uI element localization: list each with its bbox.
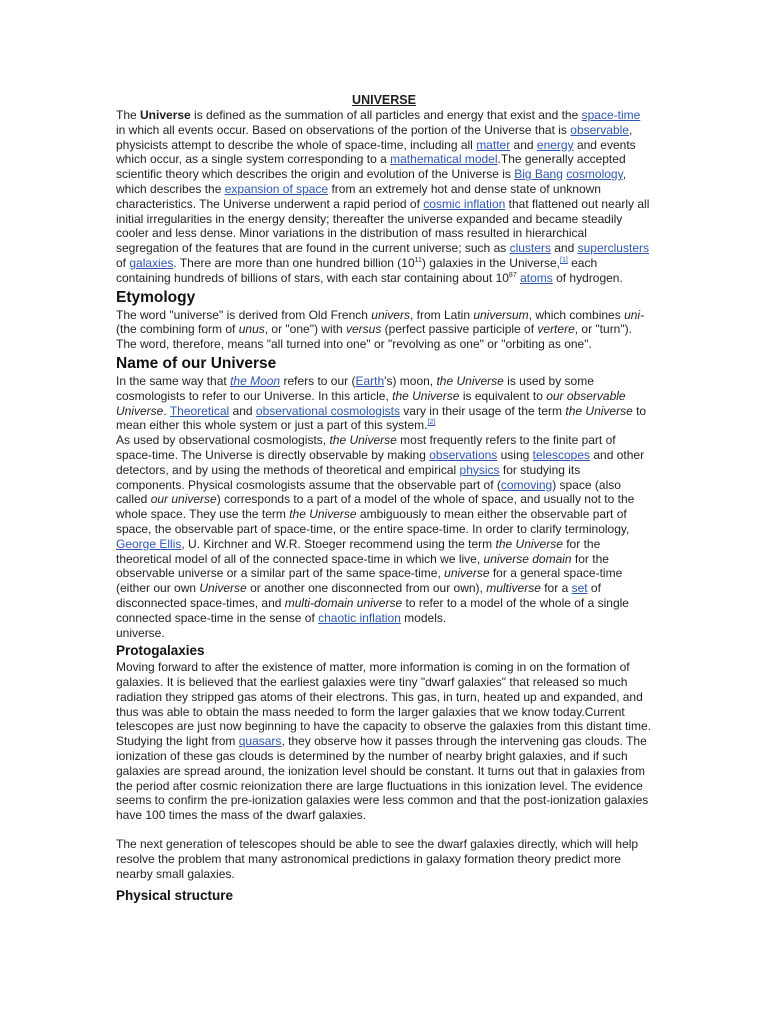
link-quasars[interactable]: quasars xyxy=(238,734,282,749)
italic-term: the Universe xyxy=(392,388,460,403)
name-paragraph-3: universe. xyxy=(116,625,165,640)
bold-term: Universe xyxy=(140,108,191,122)
link-atoms[interactable]: atoms xyxy=(520,270,553,285)
italic-term: univers xyxy=(371,307,410,322)
italic-term: uni- xyxy=(624,307,645,322)
name-paragraph-2: As used by observational cosmologists, the Universe most frequently refers to the finite part of space-time. The Universe is directly observable by making observations using telescopes and other detectors, and by using the methods of theoretical and empirical physics for studying its components. Physical cosmologists assume that the observable part of (comoving) space (also called our universe) corresponds to a part of a model of the whole of space, and usually not to the whole space. They use the term the Universe ambiguously to mean either the observable part of space, the observable part of space-time, or the entire space-time. In order to clarify terminology, George Ellis, U. Kirchner and W.R. Stoeger recommend using the term the Universe for the theoretical model of all of the connected space-time in which we live, universe domain for the observable universe or a similar part of the same space-time, universe for a general space-time (either our own Universe or another one disconnected from our own), multiverse for a set of disconnected space-times, and multi-domain universe to refer to a model of the whole of a single connected space-time in the sense of chaotic inflation models. xyxy=(116,433,645,625)
link-superclusters[interactable]: superclusters xyxy=(577,241,649,256)
link-clusters[interactable]: clusters xyxy=(509,241,551,256)
italic-term: versus xyxy=(345,322,382,337)
name-paragraph-1: In the same way that the Moon refers to our (Earth's) moon, the Universe is used by some cosmologists to refer to our Universe. In this article, the Universe is equivalent to our observable Universe. Theoretical and observational cosmologists vary in their usage of the term the Universe to mean either this whole system or just a part of this system.[2] xyxy=(116,373,647,433)
link-comoving[interactable]: comoving xyxy=(500,477,553,492)
link-big-bang[interactable]: Big Bang xyxy=(514,167,563,182)
link-cosmology[interactable]: cosmology xyxy=(566,167,623,182)
link-observational-cosmologists[interactable]: observational cosmologists xyxy=(255,403,400,418)
link-matter[interactable]: matter xyxy=(476,137,511,152)
citation-link[interactable]: [1] xyxy=(560,256,568,264)
italic-term: the Universe xyxy=(565,403,633,418)
protogalaxies-paragraph-1: Moving forward to after the existence of matter, more information is coming in on the formation of galaxies. It is believed that the earliest galaxies were tiny "dwarf galaxies" that released so much radiation they stripped gas atoms of their electrons. This gas, in turn, heated up and expanded, and thus was able to obtain the mass needed to form the larger galaxies that we know today.Current telescopes are just now beginning to have the capacity to observe the galaxies from this distant time. Studying the light from quasars, they observe how it passes through the intervening gas clouds. The ionization of these gas clouds is determined by the number of nearby bright galaxies, and if such galaxies are spread around, the ionization level should be constant. It turns out that in galaxies from the period after cosmic reionization there are large fluctuations in this ionization level. The evidence seems to confirm the pre-ionization galaxies were less common and that the post-ionization galaxies have 100 times the mass of the dwarf galaxies. xyxy=(116,660,651,823)
italic-term: multiverse xyxy=(486,581,541,596)
link-telescopes[interactable]: telescopes xyxy=(532,447,591,462)
citation xyxy=(427,419,435,426)
link-the-moon[interactable]: the Moon xyxy=(230,373,281,388)
italic-term: universe domain xyxy=(483,551,572,566)
italic-term: our universe xyxy=(150,492,217,507)
document-title: UNIVERSE xyxy=(352,93,416,107)
link-george-ellis[interactable]: George Ellis xyxy=(116,536,182,551)
citation xyxy=(560,257,568,264)
link-theoretical[interactable]: Theoretical xyxy=(169,403,230,418)
link-galaxies[interactable]: galaxies xyxy=(129,255,174,270)
link-energy[interactable]: energy xyxy=(536,137,574,152)
link-earth[interactable]: Earth xyxy=(355,373,385,388)
italic-term: Universe xyxy=(199,581,247,596)
etymology-paragraph: The word "universe" is derived from Old French univers, from Latin universum, which combines uni- (the combining form of unus, or "one") with versus (perfect passive participle of vertere, or "turn"). The word, therefore, means "all turned into one" or "revolving as one" or "orbiting as one". xyxy=(116,307,645,352)
paragraph-gap xyxy=(116,823,652,837)
superscript: 87 xyxy=(508,271,517,279)
physical-structure-heading: Physical structure xyxy=(116,888,234,904)
italic-term: unus xyxy=(238,322,265,337)
intro-paragraph: The Universe is defined as the summation of all particles and energy that exist and the space-time in which all events occur. Based on observations of the portion of the Universe that is observable, physicists attempt to describe the whole of space-time, including all matter and energy and events which occur, as a single system corresponding to a mathematical model.The generally accepted scientific theory which describes the origin and evolution of the Universe is Big Bang cosmology, which describes the expansion of space from an extremely hot and dense state of unknown characteristics. The Universe underwent a rapid period of cosmic inflation that flattened out nearly all initial irregularities in the energy density; thereafter the universe expanded and became steadily cooler and less dense. Minor variations in the distribution of mass resulted in hierarchical segregation of the features that are found in the current universe; such as clusters and superclusters of galaxies. There are more than one hundred billion $(10^{11})$ galaxies in the Universe,[1] each containing hundreds of billions of stars, with each star containing about $10^{87}$ atoms of hydrogen. xyxy=(116,108,650,285)
citation-link[interactable]: [2] xyxy=(427,419,436,427)
etymology-heading: Etymology xyxy=(116,288,196,306)
italic-term: universum xyxy=(473,307,529,322)
link-mathematical-model[interactable]: mathematical model xyxy=(390,152,498,167)
italic-term: the Universe xyxy=(289,507,357,522)
name-of-universe-heading: Name of our Universe xyxy=(116,354,277,372)
link-observations[interactable]: observations xyxy=(429,447,498,462)
link-set[interactable]: set xyxy=(571,581,588,596)
italic-term: multi-domain universe xyxy=(284,595,403,610)
italic-term: universe xyxy=(444,566,490,581)
protogalaxies-heading: Protogalaxies xyxy=(116,643,205,659)
link-cosmic-inflation[interactable]: cosmic inflation xyxy=(423,196,506,211)
italic-term: the Universe xyxy=(436,373,504,388)
link-space-time[interactable]: space-time xyxy=(581,108,641,122)
link-observable[interactable]: observable xyxy=(570,122,629,137)
document-page xyxy=(116,92,652,905)
link-physics[interactable]: physics xyxy=(459,462,500,477)
link-expansion-of-space[interactable]: expansion of space xyxy=(224,181,329,196)
italic-term: the Universe xyxy=(495,536,563,551)
italic-term: the Universe xyxy=(329,433,397,448)
italic-term: vertere xyxy=(537,322,575,337)
link-chaotic-inflation[interactable]: chaotic inflation xyxy=(318,610,401,625)
superscript: 11 xyxy=(414,256,422,264)
protogalaxies-paragraph-2: The next generation of telescopes should be able to see the dwarf galaxies directly, which will help resolve the problem that many astronomical predictions in galaxy formation theory predict more nearby small galaxies. xyxy=(116,837,639,881)
italic-term: our observable Universe xyxy=(116,388,626,418)
